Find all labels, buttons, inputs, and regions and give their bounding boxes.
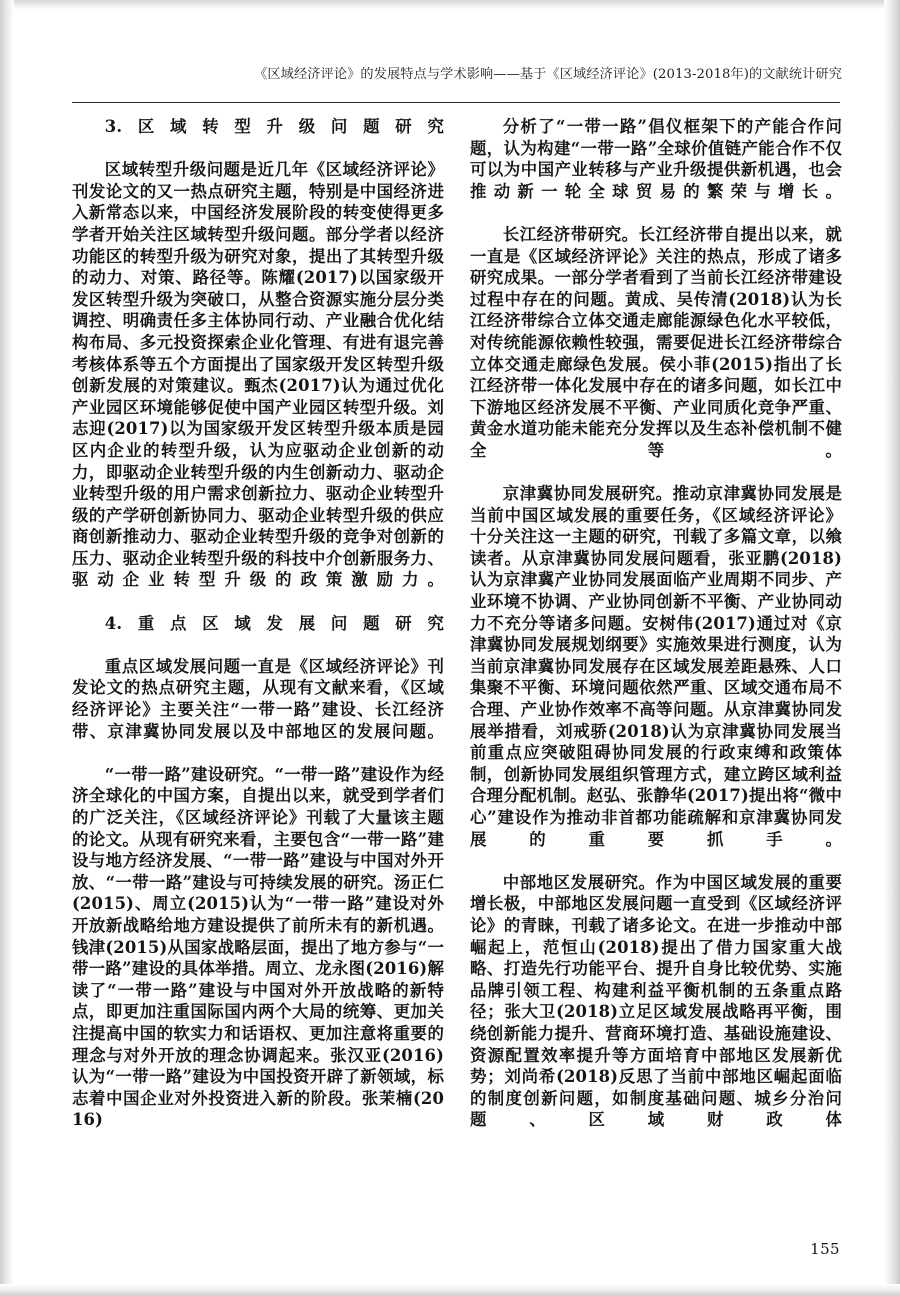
paragraph-l1: 区域转型升级问题是近几年《区域经济评论》刊发论文的又一热点研究主题，特别是中国经济进入新常态以来，中国经济发展阶段的转变使得更多学者开始关注区域转型升级问题。部分学者以经济功能区的转型升级为研究对象，提出了其转型升级的动力、对策、路径等。陈耀(2017)以国家级开发区转型升级为突破口，从整合资源实施分层分类调控、明确责任多主体协同行动、产业融合优化结构布局、多元投资探索企业化管理、有进有退完善考核体系等五个方面提出了国家级开发区转型升级创新发展的对策建议。甄杰(2017)认为通过优化产业园区环境能够促使中国产业园区转型升级。刘志迎(2017)以为国家级开发区转型升级本质是园区内企业的转型升级，认为应驱动企业创新的动力，即驱动企业转型升级的内生创新动力、驱动企业转型升级的用户需求创新拉力、驱动企业转型升级的产学研创新协同力、驱动企业转型升级的供应商创新推动力、驱动企业转型升级的竞争对创新的压力、驱动企业转型升级的科技中介创新服务力、驱动企业转型升级的政策激励力。 (72, 160, 444, 590)
right-column (470, 116, 842, 1236)
section-heading-3: 3.区域转型升级问题研究 (104, 117, 444, 136)
page-number: 155 (810, 1240, 840, 1258)
paragraph-r3: 京津冀协同发展研究。推动京津冀协同发展是当前中国区域发展的重要任务，《区域经济评论》十分关注这一主题的研究，刊载了多篇文章，以飨读者。从京津冀协同发展问题看，张亚鹏(2018)认为京津冀产业协同发展面临产业周期不同步、产业环境不协调、产业协同创新不平衡、产业协同动力不充分等诸多问题。安树伟(2017)通过对《京津冀协同发展规划纲要》实施效果进行测度，认为当前京津冀协同发展存在区域发展差距悬殊、人口集聚不平衡、环境问题依然严重、区域交通布局不合理、产业协作效率不高等问题。从京津冀协同发展举措看，刘戒骄(2018)认为京津冀协同发展当前重点应突破阻碍协同发展的行政束缚和政策体制，创新协同发展组织管理方式，建立跨区域利益合理分配机制。赵弘、张静华(2017)提出将“微中心”建设作为推动非首都功能疏解和京津冀协同发展的重要抓手。 (470, 484, 842, 849)
scan-edge-bottom (0, 1284, 900, 1296)
paragraph-l3: “一带一路”建设研究。“一带一路”建设作为经济全球化的中国方案，自提出以来，就受到学者们的广泛关注，《区域经济评论》刊载了大量该主题的论文。从现有研究来看，主要包含“一带一路”建设与地方经济发展、“一带一路”建设与中国对外开放、“一带一路”建设与可持续发展的研究。汤正仁(2015)、周立(2015)认为“一带一路”建设对外开放新战略给地方建设提供了前所未有的新机遇。钱津(2015)从国家战略层面，提出了地方参与“一带一路”建设的具体举措。周立、龙永图(2016)解读了“一带一路”建设与中国对外开放战略的新特点，即更加注重国际国内两个大局的统筹、更加关注提高中国的软实力和话语权、更加注意将重要的理念与对外开放的理念协调起来。张汉亚(2016)认为“一带一路”建设为中国投资开辟了新领域，标志着中国企业对外投资进入新的阶段。张茉楠(2016) (72, 764, 444, 1130)
paragraph-r4: 中部地区发展研究。作为中国区域发展的重要增长极，中部地区发展问题一直受到《区域经济评论》的青睐，刊载了诸多论文。在进一步推动中部崛起上，范恒山(2018)提出了借力国家重大战略、打造先行功能平台、提升自身比较优势、实施品牌引领工程、构建利益平衡机制的五条重点路径；张大卫(2018)立足区域发展战略再平衡，围绕创新能力提升、营商环境打造、基础设施建设、资源配置效率提升等方面培育中部地区发展新优势；刘尚希(2018)反思了当前中部地区崛起面临的制度创新问题，如制度基础问题、城乡分治问题、区域财政体 (470, 872, 842, 1130)
scan-edge-right (884, 0, 900, 1296)
paragraph-l2: 重点区域发展问题一直是《区域经济评论》刊发论文的热点研究主题，从现有文献来看，《区域经济评论》主要关注“一带一路”建设、长江经济带、京津冀协同发展以及中部地区的发展问题。 (72, 656, 444, 741)
paragraph-r2: 长江经济带研究。长江经济带自提出以来，就一直是《区域经济评论》关注的热点，形成了诸多研究成果。一部分学者看到了当前长江经济带建设过程中存在的问题。黄成、吴传清(2018)认为长江经济带综合立体交通走廊能源绿色化水平较低，对传统能源依赖性较强，需要促进长江经济带综合立体交通走廊绿色发展。侯小菲(2015)指出了长江经济带一体化发展中存在的诸多问题，如长江中下游地区经济发展不平衡、产业同质化竞争严重、黄金水道功能未能充分发挥以及生态补偿机制不健全等。 (470, 224, 842, 460)
paragraph-r1: 分析了“一带一路”倡仪框架下的产能合作问题，认为构建“一带一路”全球价值链产能合作不仅可以为中国产业转移与产业升级提供新机遇，也会推动新一轮全球贸易的繁荣与增长。 (470, 117, 842, 201)
section-heading-4: 4.重点区域发展问题研究 (104, 613, 444, 633)
left-column (72, 116, 444, 1236)
running-header: 《区域经济评论》的发展特点与学术影响——基于《区域经济评论》(2013-2018年)的文献统计研究 (254, 67, 842, 82)
scan-edge-left (0, 0, 14, 1296)
scan-edge-top (0, 0, 900, 10)
body-columns (72, 116, 842, 1236)
header-rule-divider (72, 102, 840, 103)
